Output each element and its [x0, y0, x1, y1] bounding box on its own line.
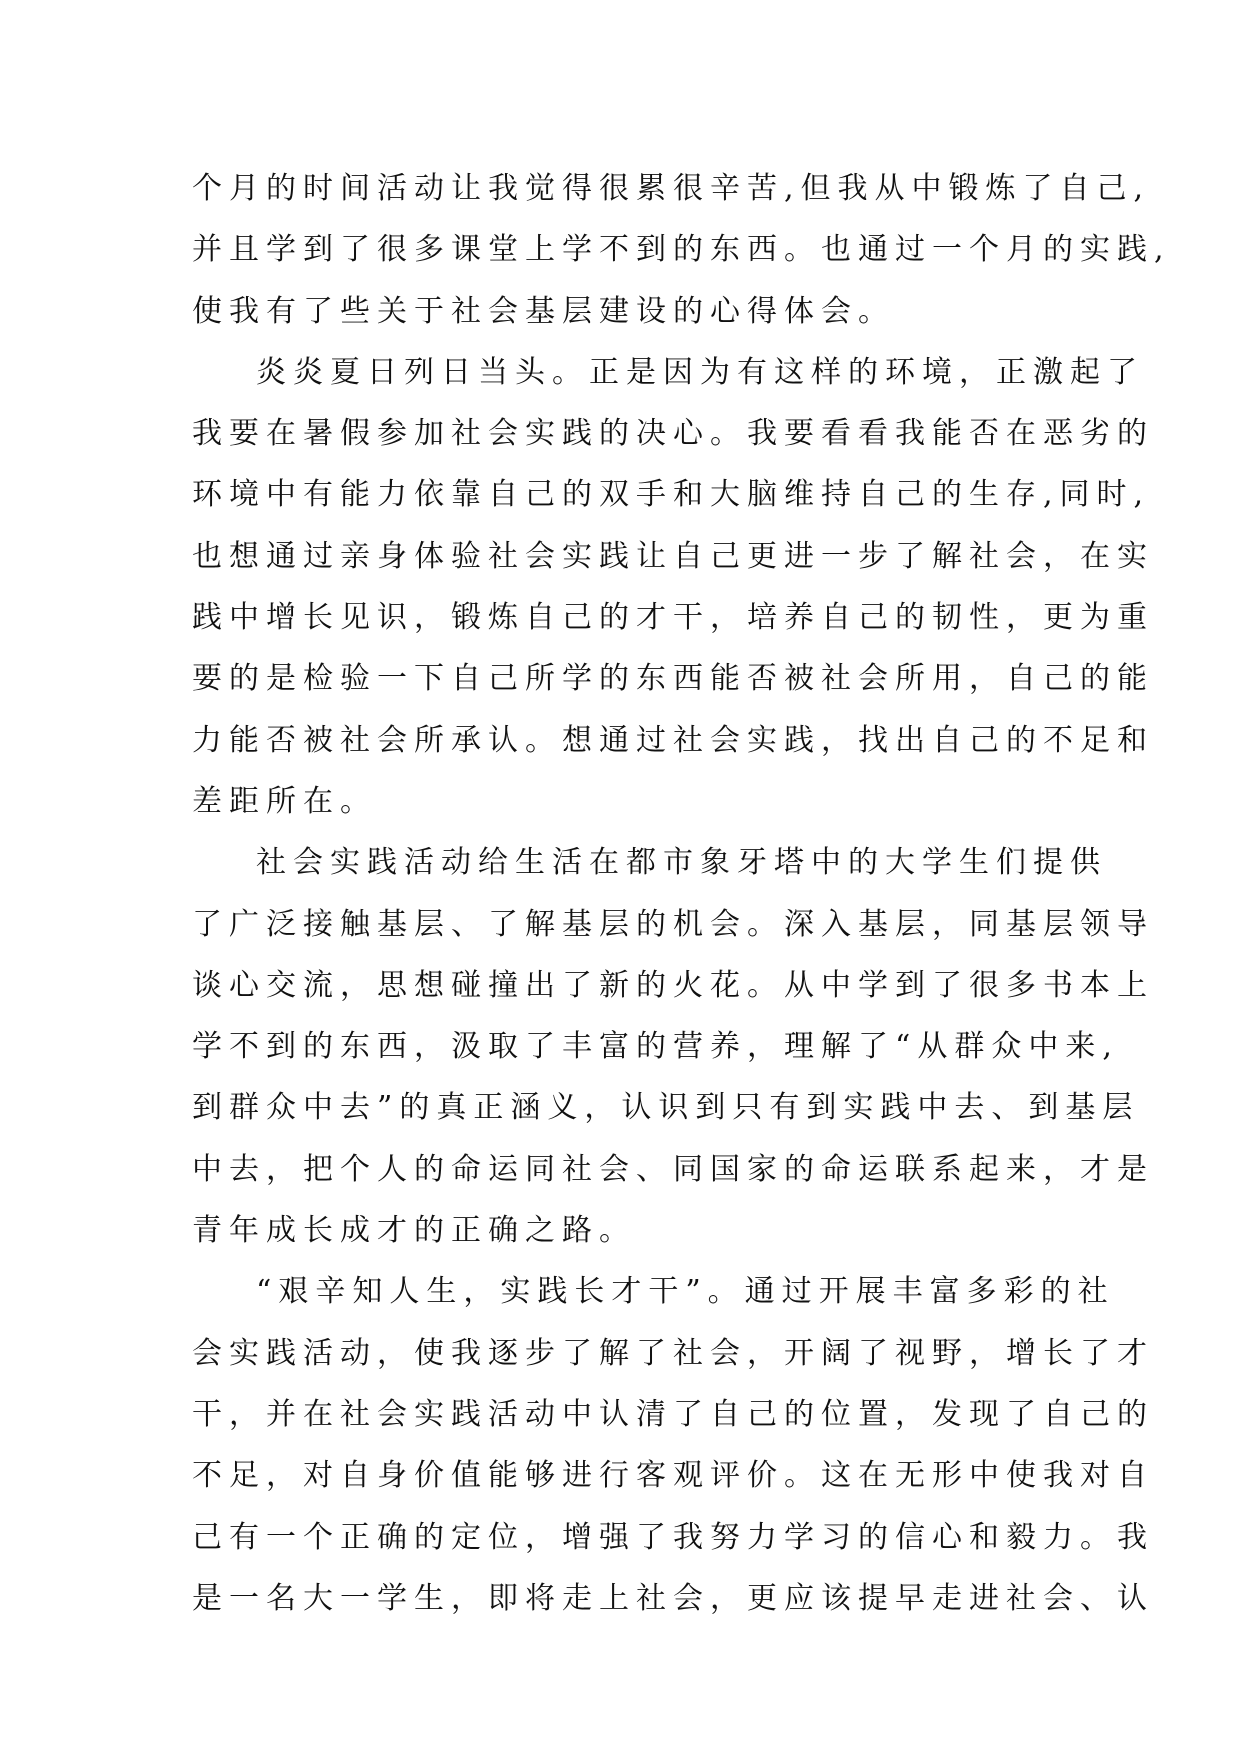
text-line: 个月的时间活动让我觉得很累很辛苦,但我从中锻炼了自己,: [192, 171, 1151, 206]
text-line: 会实践活动，使我逐步了解了社会，开阔了视野，增长了才: [192, 1335, 1154, 1371]
text-line: 要的是检验一下自己所学的东西能否被社会所用，自己的能: [192, 661, 1154, 697]
text-line: 是一名大一学生，即将走上社会，更应该提早走进社会、认: [192, 1580, 1154, 1616]
text-line: 学不到的东西，汲取了丰富的营养，理解了“从群众中来,: [192, 1029, 1119, 1065]
text-line: 己有一个正确的定位，增强了我努力学习的信心和毅力。我: [192, 1519, 1154, 1555]
text-line: 谈心交流，思想碰撞出了新的火花。从中学到了很多书本上: [192, 967, 1154, 1003]
text-line: 到群众中去”的真正涵义，认识到只有到实践中去、到基层: [192, 1090, 1140, 1126]
text-line: 了广泛接触基层、了解基层的机会。深入基层，同基层领导: [192, 906, 1154, 942]
text-line: 差距所在。: [192, 783, 377, 819]
paragraph-start-line: 炎炎夏日列日当头。正是因为有这样的环境，正激起了: [256, 354, 1144, 390]
text-line: 使我有了些关于社会基层建设的心得体会。: [192, 293, 895, 329]
text-line: 力能否被社会所承认。想通过社会实践，找出自己的不足和: [192, 722, 1154, 758]
body-text: [192, 158, 1171, 1629]
paragraph-start-line: 社会实践活动给生活在都市象牙塔中的大学生们提供: [256, 845, 1107, 881]
text-line: 并且学到了很多课堂上学不到的东西。也通过一个月的实践,: [192, 232, 1171, 268]
text-line: 青年成长成才的正确之路。: [192, 1213, 636, 1249]
text-line: 中去，把个人的命运同社会、同国家的命运联系起来，才是: [192, 1151, 1154, 1187]
text-line: 干，并在社会实践活动中认清了自己的位置，发现了自己的: [192, 1396, 1154, 1432]
text-line: 不足，对自身价值能够进行客观评价。这在无形中使我对自: [192, 1458, 1154, 1494]
paragraph-start-line: “艰辛知人生，实践长才干”。通过开展丰富多彩的社: [256, 1274, 1115, 1310]
text-line: 环境中有能力依靠自己的双手和大脑维持自己的生存,同时,: [192, 477, 1151, 513]
text-line: 也想通过亲身体验社会实践让自己更进一步了解社会，在实: [192, 538, 1154, 574]
text-line: 践中增长见识，锻炼自己的才干，培养自己的韧性，更为重: [192, 600, 1154, 636]
text-line: 我要在暑假参加社会实践的决心。我要看看我能否在恶劣的: [192, 416, 1154, 452]
